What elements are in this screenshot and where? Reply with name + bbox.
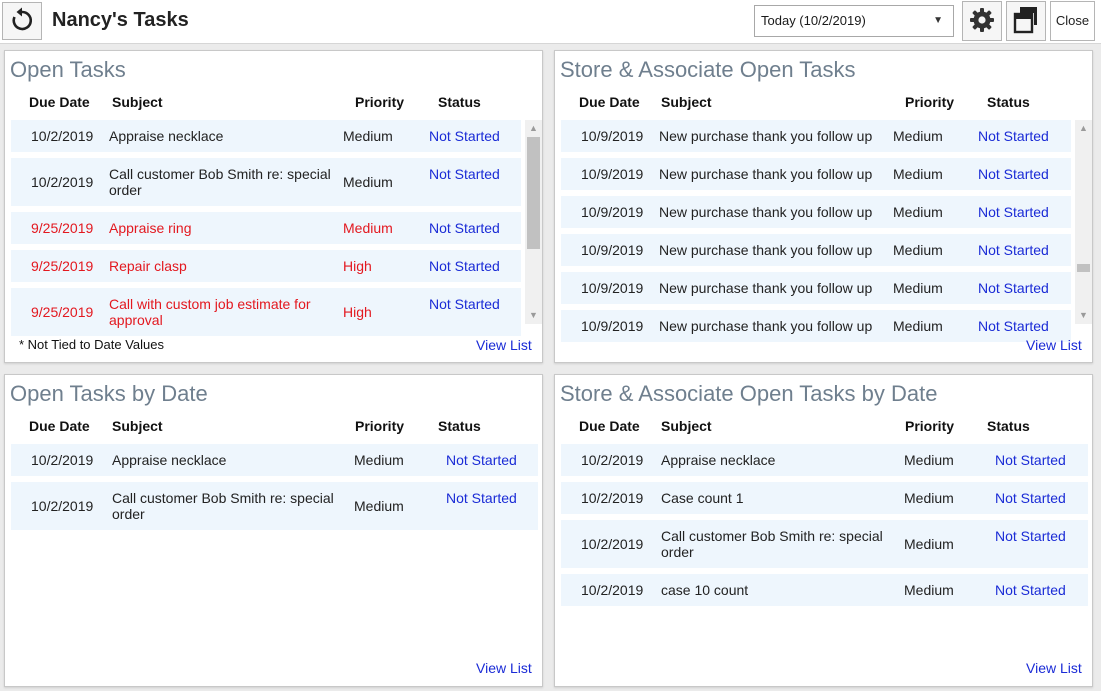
priority-cell: High	[343, 258, 372, 274]
scroll-down-icon[interactable]: ▼	[529, 310, 538, 320]
top-bar	[0, 0, 1101, 44]
settings-button[interactable]	[962, 1, 1002, 41]
priority-cell: Medium	[343, 174, 393, 190]
due-date-cell: 10/2/2019	[31, 498, 94, 514]
priority-cell: Medium	[893, 204, 943, 220]
date-filter-select[interactable]	[754, 5, 954, 37]
priority-cell: Medium	[904, 582, 954, 598]
panel-title: Store & Associate Open Tasks by Date	[560, 381, 938, 406]
priority-cell: Medium	[904, 452, 954, 468]
table-row[interactable]	[11, 288, 521, 336]
subject-cell: New purchase thank you follow up	[659, 318, 873, 334]
scrollbar-thumb[interactable]	[527, 137, 540, 249]
table-row[interactable]	[11, 482, 538, 530]
table-row[interactable]	[561, 520, 1088, 568]
table-row[interactable]	[561, 234, 1071, 266]
due-date-cell: 9/25/2019	[31, 304, 94, 320]
subject-cell: Call customer Bob Smith re: special order	[112, 490, 334, 522]
due-date-cell: 10/2/2019	[31, 128, 94, 144]
status-link[interactable]: Not Started	[429, 258, 500, 274]
panel-title: Open Tasks by Date	[10, 381, 208, 406]
due-date-cell: 9/25/2019	[31, 258, 94, 274]
refresh-icon	[9, 7, 35, 36]
due-date-cell: 10/2/2019	[31, 174, 94, 190]
subject-cell: Appraise necklace	[109, 128, 224, 144]
open-tasks-panel	[4, 50, 543, 363]
subject-cell: New purchase thank you follow up	[659, 242, 873, 258]
table-row[interactable]	[561, 272, 1071, 304]
window-icon	[1013, 6, 1039, 37]
table-row[interactable]	[561, 120, 1071, 152]
task-list	[561, 444, 1088, 644]
due-date-cell: 10/2/2019	[581, 582, 644, 598]
status-link[interactable]: Not Started	[978, 280, 1049, 296]
subject-cell: Call with custom job estimate for approval	[109, 296, 311, 328]
priority-cell: Medium	[893, 280, 943, 296]
status-link[interactable]: Not Started	[446, 452, 517, 468]
panel-title: Open Tasks	[10, 57, 126, 82]
panel-title: Store & Associate Open Tasks	[560, 57, 856, 82]
scroll-up-icon[interactable]: ▲	[529, 123, 538, 133]
column-header-due-date[interactable]: Due Date	[29, 418, 90, 434]
view-list-link[interactable]: View List	[1026, 660, 1082, 676]
due-date-cell: 10/2/2019	[581, 452, 644, 468]
status-link[interactable]: Not Started	[995, 528, 1066, 544]
status-link[interactable]: Not Started	[995, 452, 1066, 468]
column-header-due-date[interactable]: Due Date	[579, 94, 640, 110]
store-open-tasks-panel	[554, 50, 1093, 363]
column-header-status[interactable]: Status	[438, 94, 481, 110]
table-row[interactable]	[11, 444, 538, 476]
subject-cell: case 10 count	[661, 582, 749, 598]
subject-cell: New purchase thank you follow up	[659, 204, 873, 220]
priority-cell: Medium	[904, 490, 954, 506]
due-date-cell: 10/9/2019	[581, 166, 644, 182]
status-link[interactable]: Not Started	[978, 166, 1049, 182]
due-date-cell: 10/9/2019	[581, 204, 644, 220]
priority-cell: Medium	[893, 166, 943, 182]
chevron-down-icon: ▼	[933, 15, 943, 26]
table-row[interactable]	[561, 158, 1071, 190]
open-tasks-by-date-panel	[4, 374, 543, 687]
status-link[interactable]: Not Started	[995, 582, 1066, 598]
status-link[interactable]: Not Started	[429, 166, 500, 182]
page-title: Nancy's Tasks	[52, 9, 189, 31]
task-list	[11, 120, 521, 328]
subject-cell: Call customer Bob Smith re: special order	[109, 166, 331, 198]
column-header-subject[interactable]: Subject	[661, 418, 712, 434]
table-row[interactable]	[11, 120, 521, 152]
column-header-due-date[interactable]: Due Date	[579, 418, 640, 434]
subject-cell: Case count 1	[661, 490, 744, 506]
vertical-scrollbar[interactable]	[1075, 120, 1092, 324]
store-open-tasks-by-date-panel	[554, 374, 1093, 687]
table-row[interactable]	[11, 158, 521, 206]
column-header-priority[interactable]: Priority	[355, 418, 405, 434]
scrollbar-thumb[interactable]	[1077, 264, 1090, 272]
column-header-priority[interactable]: Priority	[355, 94, 405, 110]
window-layout-button[interactable]	[1006, 1, 1046, 41]
date-filter-value: Today (10/2/2019)	[761, 13, 866, 28]
status-link[interactable]: Not Started	[446, 490, 517, 506]
column-header-status[interactable]: Status	[438, 418, 481, 434]
due-date-cell: 9/25/2019	[31, 220, 94, 236]
due-date-cell: 10/9/2019	[581, 318, 644, 334]
status-link[interactable]: Not Started	[429, 296, 500, 312]
table-row[interactable]	[561, 310, 1071, 342]
priority-cell: Medium	[354, 452, 404, 468]
due-date-cell: 10/9/2019	[581, 280, 644, 296]
table-row[interactable]	[11, 212, 521, 244]
column-header-subject[interactable]: Subject	[112, 418, 163, 434]
subject-cell: Appraise ring	[109, 220, 192, 236]
subject-cell: New purchase thank you follow up	[659, 280, 873, 296]
priority-cell: Medium	[904, 536, 954, 552]
refresh-button[interactable]	[2, 2, 42, 40]
subject-cell: Appraise necklace	[112, 452, 227, 468]
table-row[interactable]	[561, 196, 1071, 228]
due-date-cell: 10/2/2019	[31, 452, 94, 468]
column-header-subject[interactable]: Subject	[661, 94, 712, 110]
subject-cell: Repair clasp	[109, 258, 187, 274]
status-link[interactable]: Not Started	[978, 204, 1049, 220]
footnote: * Not Tied to Date Values	[19, 337, 165, 352]
priority-cell: Medium	[893, 318, 943, 334]
subject-cell: Appraise necklace	[661, 452, 776, 468]
status-link[interactable]: Not Started	[429, 128, 500, 144]
scroll-up-icon[interactable]: ▲	[1079, 123, 1088, 133]
due-date-cell: 10/9/2019	[581, 242, 644, 258]
table-row[interactable]	[561, 574, 1088, 606]
task-list	[561, 120, 1071, 334]
priority-cell: Medium	[354, 498, 404, 514]
status-link[interactable]: Not Started	[978, 318, 1049, 334]
subject-cell: New purchase thank you follow up	[659, 128, 873, 144]
column-header-subject[interactable]: Subject	[112, 94, 163, 110]
close-button[interactable]: Close	[1050, 1, 1095, 41]
priority-cell: Medium	[893, 242, 943, 258]
due-date-cell: 10/9/2019	[581, 128, 644, 144]
column-header-due-date[interactable]: Due Date	[29, 94, 90, 110]
status-link[interactable]: Not Started	[995, 490, 1066, 506]
vertical-scrollbar[interactable]	[525, 120, 542, 324]
view-list-link[interactable]: View List	[476, 337, 532, 353]
table-row[interactable]	[11, 250, 521, 282]
view-list-link[interactable]: View List	[476, 660, 532, 676]
priority-cell: High	[343, 304, 372, 320]
column-header-status[interactable]: Status	[987, 418, 1030, 434]
status-link[interactable]: Not Started	[978, 242, 1049, 258]
priority-cell: Medium	[343, 220, 393, 236]
table-row[interactable]	[561, 444, 1088, 476]
gear-icon	[969, 7, 995, 36]
column-header-priority[interactable]: Priority	[905, 418, 955, 434]
status-link[interactable]: Not Started	[429, 220, 500, 236]
due-date-cell: 10/2/2019	[581, 490, 644, 506]
column-header-status[interactable]: Status	[987, 94, 1030, 110]
subject-cell: Call customer Bob Smith re: special order	[661, 528, 883, 560]
priority-cell: Medium	[343, 128, 393, 144]
due-date-cell: 10/2/2019	[581, 536, 644, 552]
task-list	[11, 444, 538, 644]
table-row[interactable]	[561, 482, 1088, 514]
priority-cell: Medium	[893, 128, 943, 144]
column-header-priority[interactable]: Priority	[905, 94, 955, 110]
view-list-link[interactable]: View List	[1026, 337, 1082, 353]
subject-cell: New purchase thank you follow up	[659, 166, 873, 182]
status-link[interactable]: Not Started	[978, 128, 1049, 144]
scroll-down-icon[interactable]: ▼	[1079, 310, 1088, 320]
